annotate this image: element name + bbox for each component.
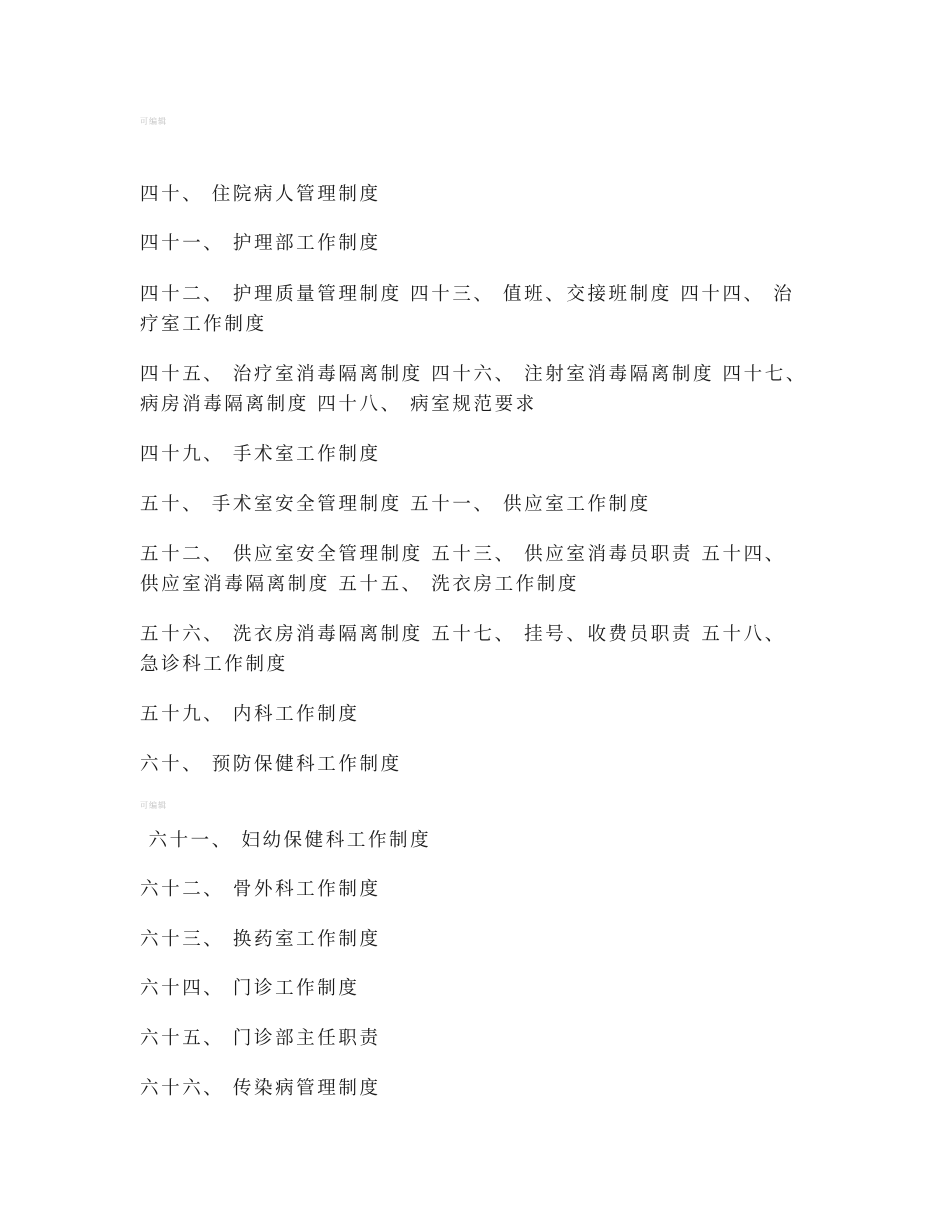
watermark-top: 可编辑 <box>140 117 167 126</box>
entry-65: 六十五、 门诊部主任职责 <box>140 1028 381 1049</box>
entry-41: 四十一、 护理部工作制度 <box>140 233 381 254</box>
entry-40: 四十、 住院病人管理制度 <box>140 184 381 205</box>
entry-61: 六十一、 妇幼保健科工作制度 <box>140 830 432 851</box>
entry-56-58: 五十六、 洗衣房消毒隔离制度 五十七、 挂号、收费员职责 五十八、 急诊科工作制度 <box>140 624 786 675</box>
entry-45-48: 四十五、 治疗室消毒隔离制度 四十六、 注射室消毒隔离制度 四十七、 病房消毒隔离制度 四十八、 病室规范要求 <box>140 364 807 415</box>
entry-50-51: 五十、 手术室安全管理制度 五十一、 供应室工作制度 <box>140 494 651 515</box>
entry-64: 六十四、 门诊工作制度 <box>140 978 360 999</box>
entry-52-55: 五十二、 供应室安全管理制度 五十三、 供应室消毒员职责 五十四、 供应室消毒隔离制度 五十五、 洗衣房工作制度 <box>140 544 786 595</box>
entry-59: 五十九、 内科工作制度 <box>140 704 360 725</box>
entry-49: 四十九、 手术室工作制度 <box>140 444 381 465</box>
entry-66: 六十六、 传染病管理制度 <box>140 1078 381 1099</box>
entry-60: 六十、 预防保健科工作制度 <box>140 754 402 775</box>
entry-42-44: 四十二、 护理质量管理制度 四十三、 值班、交接班制度 四十四、 治疗室工作制度 <box>140 284 795 335</box>
entry-62: 六十二、 骨外科工作制度 <box>140 879 381 900</box>
watermark-mid: 可编辑 <box>140 801 167 810</box>
entry-63: 六十三、 换药室工作制度 <box>140 929 381 950</box>
